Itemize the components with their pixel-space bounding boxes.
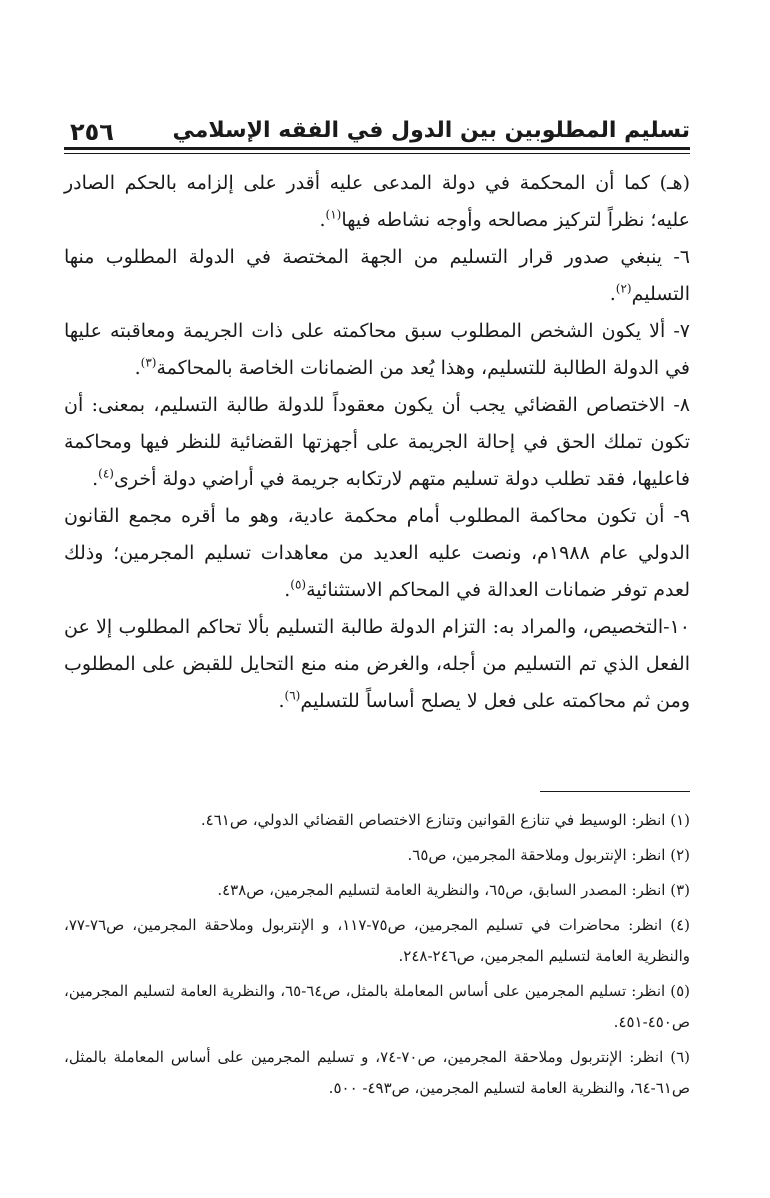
running-header [64, 112, 690, 148]
paragraph: ٩- أن تكون محاكمة المطلوب أمام محكمة عادية، وهو ما أقره مجمع القانون الدولي عام ١٩٨٨م، ونصت عليه العديد من معاهدات تسليم المجرمين؛ وذلك لعدم توفر ضمانات العدالة في المحاكم الاستثنائية$^{(٥)}$. [64, 505, 690, 601]
footnote-separator [540, 791, 690, 792]
footnote-ref: (٤) [98, 466, 114, 481]
paragraph: ٨- الاختصاص القضائي يجب أن يكون معقوداً للدولة طالبة التسليم، بمعنى: أن تكون تملك الحق في إحالة الجريمة على أجهزتها القضائية للنظر فيها ومحاكمة فاعليها، فقد تطلب دولة تسليم متهم لارتكابه جريمة في أراضي دولة أخرى$^{(٤)}$. [64, 394, 690, 490]
header-rule-thick [64, 147, 690, 150]
footnote: (٣) انظر: المصدر السابق، ص٦٥، والنظرية العامة لتسليم المجرمين، ص٤٣٨. [217, 881, 690, 899]
paragraph: (هـ) كما أن المحكمة في دولة المدعى عليه أقدر على إلزامه بالحكم الصادر عليه؛ نظراً لتركيز مصالحه وأوجه نشاطه فيها$^{(١)}$. [64, 172, 690, 231]
paragraph: ١٠-التخصيص، والمراد به: التزام الدولة طالبة التسليم بألا تحاكم المطلوب إلا عن الفعل الذي تم التسليم من أجله، والغرض منه منع التحايل للقبض على المطلوب ومن ثم محاكمته على فعل لا يصلح أساساً للتسليم$^{(٦)}$. [64, 616, 690, 712]
footnotes [64, 805, 690, 1108]
header-rule-thin [64, 153, 690, 154]
footnote: (٥) انظر: تسليم المجرمين على أساس المعاملة بالمثل، ص٦٤-٦٥، والنظرية العامة لتسليم المجرمين، ص٤٥٠-٤٥١. [64, 982, 691, 1031]
running-header-title: تسليم المطلوبين بين الدول في الفقه الإسلامي [172, 118, 690, 143]
footnote-ref: (١) [325, 207, 342, 222]
footnote-ref: (٥) [290, 577, 307, 592]
footnote: (٦) انظر: الإنتربول وملاحقة المجرمين، ص٧٠-٧٤، و تسليم المجرمين على أساس المعاملة بالمثل، ص٦١-٦٤، والنظرية العامة لتسليم المجرمين، ص٤٩٣- ٥٠٠. [64, 1048, 690, 1097]
footnote-ref: (٣) [140, 355, 157, 370]
footnote-ref: (٦) [284, 688, 301, 703]
footnote-ref: (٢) [615, 281, 632, 296]
footnote: (٢) انظر: الإنتربول وملاحقة المجرمين، ص٦٥. [407, 846, 690, 864]
paragraph: ٧- ألا يكون الشخص المطلوب سبق محاكمته على ذات الجريمة ومعاقبته عليها في الدولة الطالبة للتسليم، وهذا يُعد من الضمانات الخاصة بالمحاكمة$^{(٣)}$. [64, 320, 690, 379]
footnote: (٤) انظر: محاضرات في تسليم المجرمين، ص٧٥-١١٧، و الإنتربول وملاحقة المجرمين، ص٧٦-٧٧، والنظرية العامة لتسليم المجرمين، ص٢٤٦-٢٤٨. [64, 916, 690, 965]
footnote: (١) انظر: الوسيط في تنازع القوانين وتنازع الاختصاص القضائي الدولي، ص٤٦١. [200, 811, 690, 829]
page-number: ٢٥٦ [70, 118, 114, 146]
body-text [64, 165, 690, 720]
paragraph: ٦- ينبغي صدور قرار التسليم من الجهة المختصة في الدولة المطلوب منها التسليم$^{(٢)}$. [64, 246, 690, 305]
